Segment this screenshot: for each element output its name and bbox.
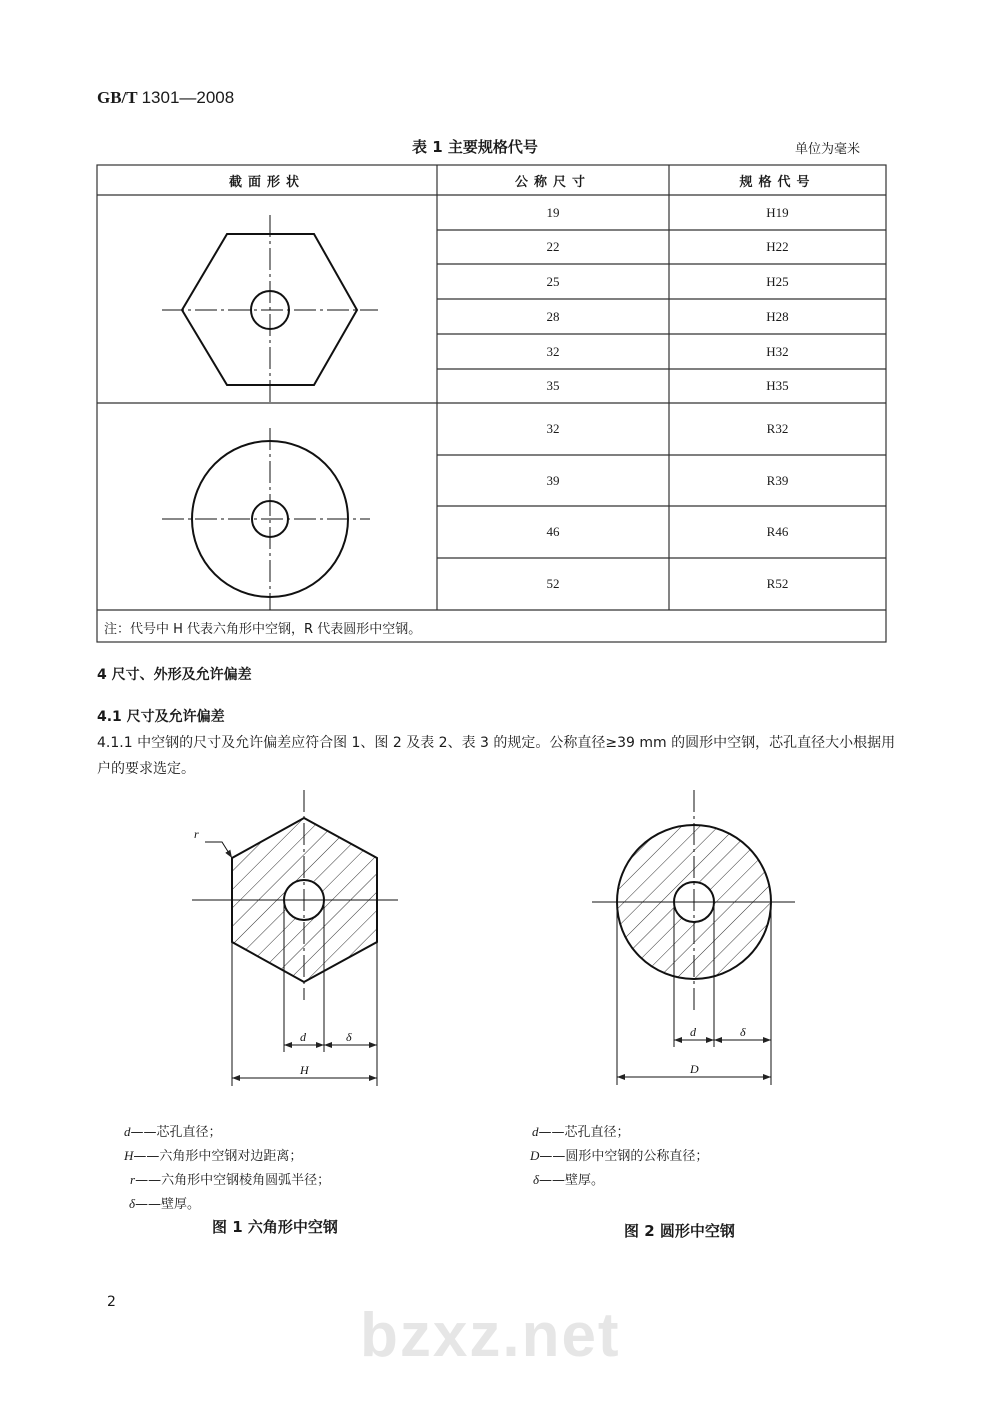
fig2-label-delta: δ bbox=[740, 1025, 746, 1039]
fig1-legend-item bbox=[124, 1121, 222, 1140]
page-number: 2 bbox=[107, 1294, 116, 1310]
table-cell-code: H32 bbox=[766, 343, 789, 359]
table-cell-size: 32 bbox=[546, 421, 560, 436]
fig1-label-d: d bbox=[300, 1030, 306, 1044]
table-cell-code: R52 bbox=[766, 576, 789, 591]
table-cell-code: H25 bbox=[766, 273, 789, 289]
column-header-code: 规格代号 bbox=[739, 174, 816, 190]
table-cell-size: 19 bbox=[546, 204, 560, 220]
legend-symbol: H bbox=[124, 1148, 134, 1163]
legend-text: ——圆形中空钢的公称直径； bbox=[539, 1149, 709, 1164]
table-cell-code: H19 bbox=[766, 204, 789, 220]
figure2-round-drawing bbox=[592, 790, 795, 1085]
table-note: 注：代号中 H 代表六角形中空钢，R 代表圆形中空钢。 bbox=[104, 622, 422, 637]
legend-text: ——壁厚。 bbox=[135, 1197, 201, 1212]
clause-4-1-1: 4.1.1 中空钢的尺寸及允许偏差应符合图 1、图 2 及表 2、表 3 的规定。公称直径≥39 mm 的圆形中空钢，芯孔直径大小根据用户的要求选定。 bbox=[97, 735, 896, 777]
fig1-label-delta: δ bbox=[346, 1030, 352, 1044]
table-cell-size: 32 bbox=[546, 343, 560, 359]
table-cell-code: H22 bbox=[766, 239, 789, 254]
table-cell-size: 25 bbox=[546, 273, 560, 289]
table-cell-code: R39 bbox=[766, 472, 789, 488]
section-4-heading: 4 尺寸、外形及允许偏差 bbox=[97, 667, 252, 683]
table-cell-size: 46 bbox=[546, 524, 560, 539]
legend-symbol: d bbox=[124, 1124, 131, 1139]
fig1-legend-item bbox=[124, 1145, 302, 1164]
fig2-legend-item bbox=[533, 1169, 604, 1188]
table-cell-size: 35 bbox=[546, 378, 560, 393]
section-4-1-heading: 4.1 尺寸及允许偏差 bbox=[97, 709, 225, 725]
table-cell-size: 52 bbox=[546, 576, 560, 591]
legend-text: ——芯孔直径； bbox=[130, 1125, 222, 1140]
fig2-label-D: D bbox=[690, 1062, 699, 1076]
standard-number: 1301—2008 bbox=[141, 88, 235, 107]
fig2-legend-item bbox=[532, 1121, 630, 1140]
legend-symbol: δ bbox=[129, 1196, 136, 1211]
legend-text: ——壁厚。 bbox=[539, 1173, 605, 1188]
fig1-label-H: H bbox=[300, 1063, 309, 1077]
fig2-label-d: d bbox=[690, 1025, 696, 1039]
legend-symbol: d bbox=[532, 1124, 539, 1139]
table-cell-size: 28 bbox=[546, 308, 560, 324]
fig1-legend-item bbox=[130, 1169, 330, 1188]
legend-symbol: r bbox=[130, 1172, 136, 1187]
legend-text: ——芯孔直径； bbox=[538, 1125, 630, 1140]
table-caption: 表 1 主要规格代号 bbox=[412, 138, 538, 156]
table-cell-code: R46 bbox=[766, 524, 789, 539]
legend-text: ——六角形中空钢棱角圆弧半径； bbox=[135, 1173, 331, 1188]
round-section-icon bbox=[162, 428, 370, 610]
table-cell-code: R32 bbox=[766, 421, 789, 436]
column-header-size: 公称尺寸 bbox=[514, 174, 591, 190]
column-header-shape: 截面形状 bbox=[228, 174, 305, 190]
fig2-legend-item bbox=[530, 1145, 708, 1164]
hexagon-section-icon bbox=[162, 215, 378, 405]
figure1-hexagon-drawing bbox=[192, 790, 398, 1086]
table-cell-code: H35 bbox=[766, 378, 789, 393]
legend-symbol: D bbox=[530, 1148, 540, 1163]
figure1-caption: 图 1 六角形中空钢 bbox=[212, 1218, 338, 1236]
watermark: bzxz.net bbox=[360, 1301, 621, 1370]
table-cell-code: H28 bbox=[766, 308, 789, 324]
figure2-caption: 图 2 圆形中空钢 bbox=[624, 1222, 735, 1240]
table-cell-size: 22 bbox=[546, 239, 560, 254]
table-cell-size: 39 bbox=[546, 472, 560, 488]
legend-text: ——六角形中空钢对边距离； bbox=[133, 1149, 303, 1164]
standard-code: GB/T bbox=[97, 88, 138, 107]
fig1-legend-item bbox=[129, 1193, 200, 1212]
fig1-label-r: r bbox=[194, 827, 199, 841]
table-unit: 单位为毫米 bbox=[795, 142, 861, 157]
legend-symbol: δ bbox=[533, 1172, 540, 1187]
